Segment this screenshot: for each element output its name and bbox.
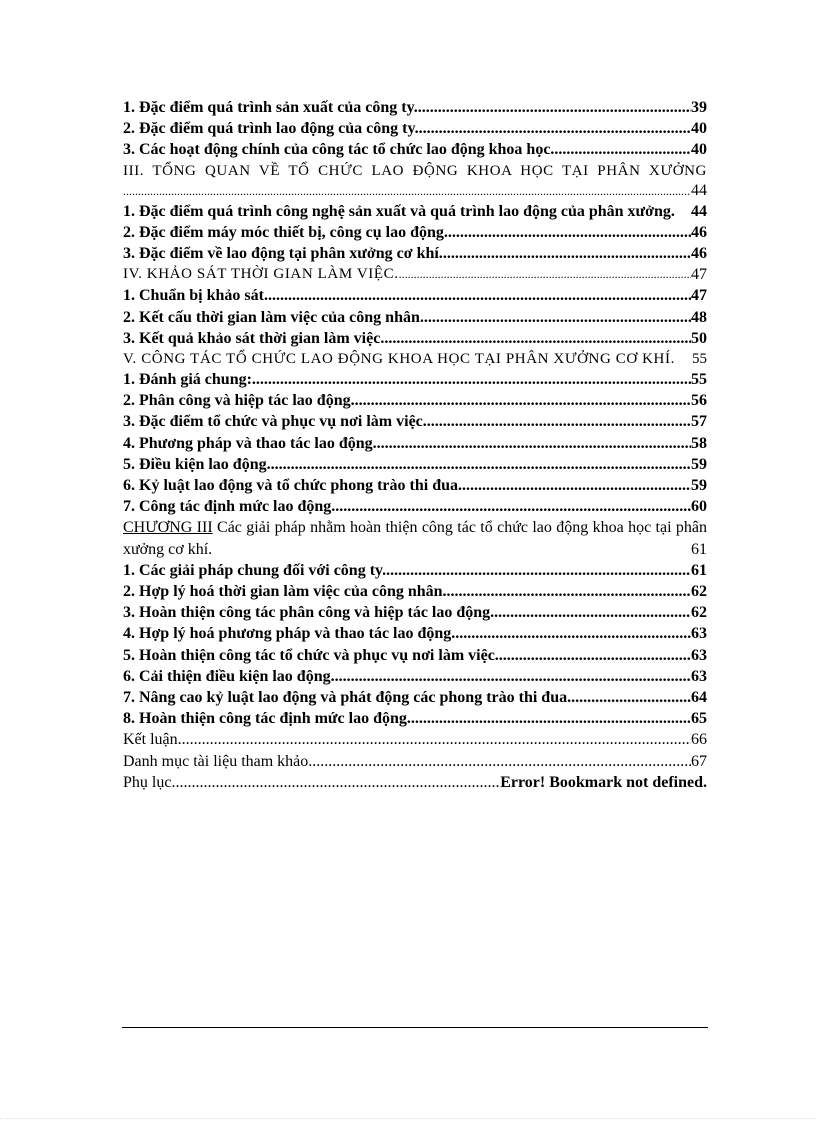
toc-entry-page: 66 bbox=[691, 731, 707, 749]
toc-entry-title: 7. Nâng cao kỷ luật lao động và phát động các phong trào thi đua bbox=[123, 689, 568, 707]
dot-leader bbox=[494, 602, 691, 623]
toc-entry[interactable] bbox=[123, 708, 707, 729]
toc-entry[interactable] bbox=[123, 729, 707, 750]
toc-entry-page: 58 bbox=[691, 434, 707, 452]
toc-entry-page: 39 bbox=[691, 99, 707, 116]
dot-leader bbox=[171, 772, 500, 793]
toc-entry-page: 55 bbox=[691, 371, 707, 389]
toc-entry-title: 4. Phương pháp và thao tác lao động bbox=[123, 434, 373, 452]
toc-entry[interactable] bbox=[123, 496, 707, 517]
dot-leader bbox=[407, 708, 691, 729]
toc-entry-page: 59 bbox=[691, 455, 707, 473]
toc-entry-title: 3. Đặc điểm tổ chức và phục vụ nơi làm việc bbox=[123, 413, 423, 431]
dot-leader bbox=[123, 181, 691, 201]
toc-entry[interactable] bbox=[123, 369, 707, 390]
toc-entry-page: 55 bbox=[692, 351, 707, 368]
toc-entry-title: 2. Phân công và hiệp tác lao động bbox=[123, 392, 351, 410]
toc-entry-page: 64 bbox=[691, 689, 707, 707]
toc-entry-title: 1. Đặc điểm quá trình công nghệ sản xuất và quá trình lao động của phân xưởng. bbox=[123, 202, 675, 220]
toc-entry-page: 48 bbox=[691, 308, 707, 326]
dot-leader bbox=[308, 751, 691, 772]
dot-leader bbox=[443, 243, 691, 264]
toc-entry-title: 3. Đặc điểm về lao động tại phân xưởng cơ khí. bbox=[123, 245, 443, 263]
dot-leader bbox=[386, 560, 691, 581]
toc-entry-page: 63 bbox=[691, 667, 707, 685]
dot-leader bbox=[252, 369, 691, 390]
toc-entry-title: 2. Đặc điểm quá trình lao động của công ty. bbox=[123, 120, 419, 138]
dot-leader bbox=[407, 539, 691, 560]
dot-leader bbox=[167, 349, 692, 369]
toc-entry-page: 47 bbox=[691, 266, 707, 284]
toc-entry[interactable] bbox=[123, 602, 707, 623]
toc-entry[interactable] bbox=[123, 517, 707, 559]
dot-leader bbox=[399, 264, 691, 285]
toc-entry-page-error: Error! Bookmark not defined. bbox=[500, 773, 707, 791]
dot-leader bbox=[331, 496, 691, 517]
dot-leader bbox=[423, 411, 691, 432]
toc-entry-page: 67 bbox=[691, 752, 707, 770]
toc-entry[interactable] bbox=[123, 666, 707, 687]
toc-entry[interactable] bbox=[123, 411, 707, 432]
footer-divider bbox=[122, 1027, 708, 1028]
toc-entry[interactable] bbox=[123, 328, 707, 349]
toc-entry-page: 60 bbox=[691, 498, 707, 516]
toc-entry-page: 57 bbox=[691, 413, 707, 431]
toc-entry-page: 59 bbox=[691, 477, 707, 495]
toc-entry[interactable] bbox=[123, 201, 707, 222]
dot-leader bbox=[420, 307, 691, 328]
toc-entry-page: 40 bbox=[691, 120, 707, 138]
toc-entry[interactable] bbox=[123, 475, 707, 496]
dot-leader bbox=[331, 666, 691, 687]
dot-leader bbox=[264, 285, 691, 306]
toc-entry-page: 63 bbox=[691, 646, 707, 664]
toc-entry[interactable] bbox=[123, 222, 707, 243]
toc-entry[interactable] bbox=[123, 623, 707, 644]
toc-entry[interactable] bbox=[123, 264, 707, 285]
toc-entry-title: 6. Cải thiện điều kiện lao động bbox=[123, 667, 331, 685]
page-bottom-edge bbox=[0, 1118, 816, 1119]
toc-entry[interactable] bbox=[123, 285, 707, 306]
toc-entry-title: 3. Các hoạt động chính của công tác tổ chức lao động khoa học bbox=[123, 141, 551, 159]
toc-entry[interactable] bbox=[123, 581, 707, 602]
toc-entry-title: 1. Chuẩn bị khảo sát bbox=[123, 287, 264, 305]
toc-entry[interactable] bbox=[123, 454, 707, 475]
toc-entry-page: 46 bbox=[691, 223, 707, 241]
toc-entry[interactable] bbox=[123, 560, 707, 581]
dot-leader bbox=[444, 222, 691, 243]
toc-entry-title: 3. Kết quả khảo sát thời gian làm việc. bbox=[123, 329, 385, 347]
dot-leader bbox=[451, 623, 691, 644]
toc-entry-title: III. TỔNG QUAN VỀ TỔ CHỨC LAO ĐỘNG KHOA HỌC TẠI PHÂN XƯỞNG bbox=[123, 162, 707, 179]
toc-entry[interactable] bbox=[123, 118, 707, 139]
toc-entry[interactable] bbox=[123, 243, 707, 264]
toc-entry-page: 65 bbox=[691, 710, 707, 728]
toc-entry-page: 40 bbox=[691, 141, 707, 159]
toc-entry-page: 50 bbox=[691, 329, 707, 347]
toc-entry-page: 61 bbox=[691, 539, 707, 560]
dot-leader bbox=[287, 201, 691, 222]
toc-entry[interactable] bbox=[123, 307, 707, 328]
toc-entry-title: 2. Hợp lý hoá thời gian làm việc của công nhân. bbox=[123, 583, 447, 601]
toc-entry-page: 62 bbox=[691, 604, 707, 622]
toc-entry-page: 46 bbox=[691, 245, 707, 263]
toc-entry-title: 4. Hợp lý hoá phương pháp và thao tác lao động bbox=[123, 625, 452, 643]
dot-leader bbox=[458, 475, 691, 496]
dot-leader bbox=[567, 687, 691, 708]
toc-entry-title: 2. Đặc điểm máy móc thiết bị, công cụ lao động bbox=[123, 223, 444, 241]
toc-entry-page: 63 bbox=[691, 625, 707, 643]
dot-leader bbox=[271, 454, 691, 475]
dot-leader bbox=[178, 729, 691, 750]
dot-leader bbox=[419, 118, 691, 139]
toc-entry-page: 47 bbox=[691, 287, 707, 305]
toc-entry[interactable] bbox=[123, 161, 707, 201]
toc-entry-title: 1. Đánh giá chung: bbox=[123, 371, 252, 389]
toc-entry-title: Kết luận bbox=[123, 731, 178, 749]
dot-leader bbox=[447, 581, 691, 602]
dot-leader bbox=[351, 390, 691, 411]
toc-entry-page: 56 bbox=[691, 392, 707, 410]
toc-entry-title: IV. KHẢO SÁT THỜI GIAN LÀM VIỆC. bbox=[123, 266, 399, 283]
toc-entry-page: 44 bbox=[691, 181, 707, 199]
toc-entry[interactable] bbox=[123, 349, 707, 369]
toc-entry[interactable] bbox=[123, 390, 707, 411]
toc-entry-title: Phụ lục bbox=[123, 773, 172, 791]
table-of-contents bbox=[123, 97, 707, 793]
toc-entry-title: 2. Kết cấu thời gian làm việc của công nhân bbox=[123, 308, 420, 326]
toc-entry[interactable] bbox=[123, 687, 707, 708]
toc-entry-title: 5. Hoàn thiện công tác tổ chức và phục vụ nơi làm việc bbox=[123, 646, 495, 664]
dot-leader bbox=[384, 328, 691, 349]
toc-entry[interactable] bbox=[123, 97, 707, 118]
toc-entry[interactable] bbox=[123, 139, 707, 160]
dot-leader bbox=[418, 97, 691, 118]
toc-entry[interactable] bbox=[123, 751, 707, 772]
toc-entry-title: 7. Công tác định mức lao động bbox=[123, 498, 332, 516]
chapter-label: CHƯƠNG III bbox=[123, 519, 213, 537]
toc-entry-title: V. CÔNG TÁC TỔ CHỨC LAO ĐỘNG KHOA HỌC TẠI PHÂN XƯỞNG CƠ KHÍ. bbox=[123, 351, 675, 368]
dot-leader bbox=[550, 139, 691, 160]
toc-entry-title: Các giải pháp nhằm hoàn thiện công tác tổ chức lao động khoa học tại phân xưởng cơ khí. bbox=[123, 519, 708, 558]
dot-leader bbox=[495, 645, 691, 666]
toc-entry-title: 1. Đặc điểm quá trình sản xuất của công ty. bbox=[123, 99, 418, 116]
toc-entry-page: 62 bbox=[691, 583, 707, 601]
toc-entry[interactable] bbox=[123, 772, 707, 793]
toc-entry-title: 6. Kỷ luật lao động và tổ chức phong trào thi đua bbox=[123, 477, 458, 495]
toc-entry-title: 3. Hoàn thiện công tác phân công và hiệp tác lao động. bbox=[123, 604, 495, 622]
toc-entry-title: 8. Hoàn thiện công tác định mức lao động bbox=[123, 710, 407, 728]
toc-entry-title: 5. Điều kiện lao động. bbox=[123, 455, 271, 473]
toc-entry[interactable] bbox=[123, 645, 707, 666]
toc-entry[interactable] bbox=[123, 433, 707, 454]
dot-leader bbox=[373, 433, 691, 454]
toc-entry-page: 44 bbox=[691, 201, 707, 222]
toc-entry-title: Danh mục tài liệu tham khảo bbox=[123, 752, 309, 770]
toc-entry-page: 61 bbox=[691, 561, 707, 579]
toc-entry-title: 1. Các giải pháp chung đối với công ty. bbox=[123, 561, 387, 579]
